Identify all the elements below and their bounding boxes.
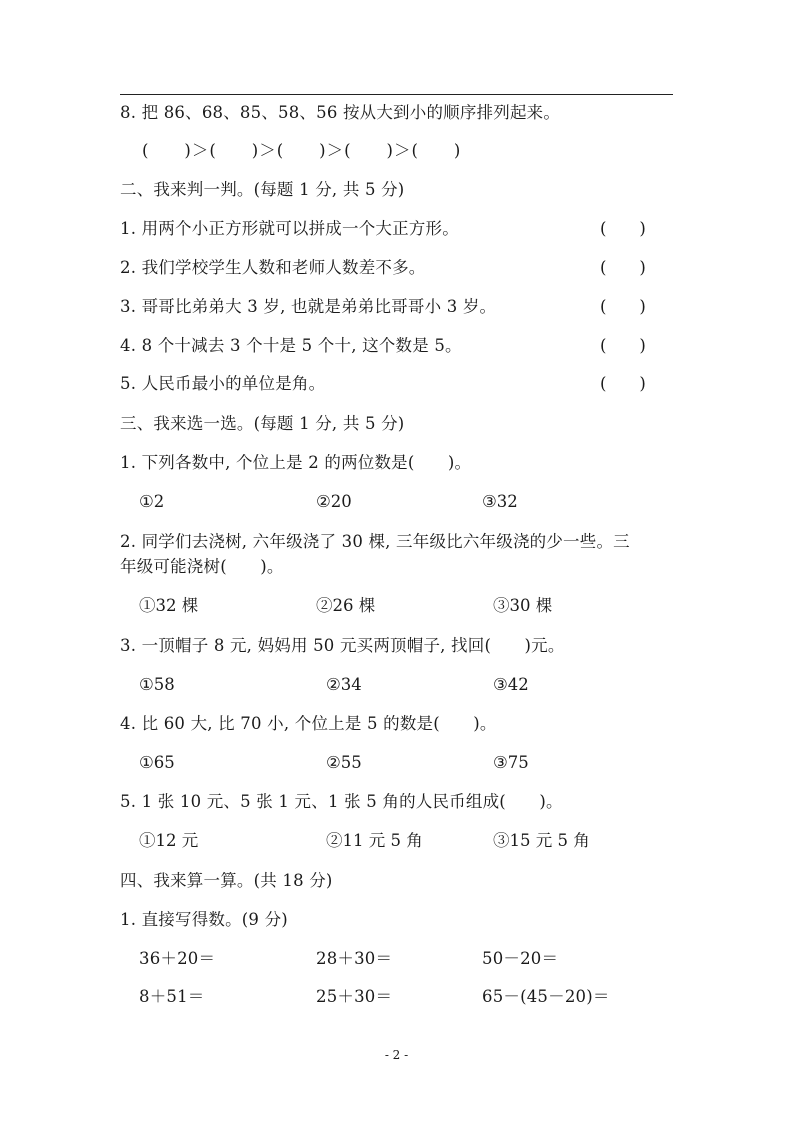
choice-q2-option-3[interactable]: ③30 棵	[493, 596, 553, 615]
header-rule	[120, 94, 673, 95]
choice-q1-option-2[interactable]: ②20	[316, 492, 352, 511]
choice-q1-option-3[interactable]: ③32	[482, 492, 518, 511]
choice-q4-option-1[interactable]: ①65	[139, 753, 175, 772]
choice-q5-option-2[interactable]: ②11 元 5 角	[326, 831, 423, 850]
choice-q1: 1. 下列各数中, 个位上是 2 的两位数是( )。	[120, 453, 472, 472]
choice-q3: 3. 一顶帽子 8 元, 妈妈用 50 元买两顶帽子, 找回( )元。	[120, 636, 565, 655]
calc-expr-4: 8＋51＝	[139, 987, 205, 1006]
q8-text: 8. 把 86、68、85、58、56 按从大到小的顺序排列起来。	[120, 103, 561, 122]
choice-q2-option-1[interactable]: ①32 棵	[139, 596, 199, 615]
judge-item-1: 1. 用两个小正方形就可以拼成一个大正方形。	[120, 219, 459, 238]
choice-q1-option-1[interactable]: ①2	[139, 492, 165, 511]
calc-sub1-title: 1. 直接写得数。(9 分)	[120, 910, 288, 929]
choice-q5-option-1[interactable]: ①12 元	[139, 831, 199, 850]
choice-q3-option-3[interactable]: ③42	[493, 675, 529, 694]
section2-title: 二、我来判一判。(每题 1 分, 共 5 分)	[120, 180, 405, 199]
choice-q5-option-3[interactable]: ③15 元 5 角	[493, 831, 590, 850]
calc-expr-6: 65－(45－20)＝	[482, 987, 610, 1006]
choice-q5: 5. 1 张 10 元、5 张 1 元、1 张 5 角的人民币组成( )。	[120, 792, 563, 811]
calc-expr-2: 28＋30＝	[316, 949, 393, 968]
choice-q4-option-3[interactable]: ③75	[493, 753, 529, 772]
judge-answer-3[interactable]: ( )	[600, 297, 646, 316]
judge-answer-4[interactable]: ( )	[600, 336, 646, 355]
calc-expr-1: 36＋20＝	[139, 949, 216, 968]
section4-title: 四、我来算一算。(共 18 分)	[120, 871, 333, 890]
choice-q4-option-2[interactable]: ②55	[326, 753, 362, 772]
calc-expr-3: 50－20＝	[482, 949, 559, 968]
choice-q2-option-2[interactable]: ②26 棵	[316, 596, 376, 615]
judge-answer-2[interactable]: ( )	[600, 258, 646, 277]
choice-q3-option-1[interactable]: ①58	[139, 675, 175, 694]
choice-q4: 4. 比 60 大, 比 70 小, 个位上是 5 的数是( )。	[120, 714, 497, 733]
calc-expr-5: 25＋30＝	[316, 987, 393, 1006]
judge-answer-5[interactable]: ( )	[600, 374, 646, 393]
judge-item-2: 2. 我们学校学生人数和老师人数差不多。	[120, 258, 426, 277]
choice-q2-line-2: 年级可能浇树( )。	[120, 557, 284, 576]
q8-order-blanks[interactable]: ( )＞( )＞( )＞( )＞( )	[142, 141, 462, 160]
judge-answer-1[interactable]: ( )	[600, 219, 646, 238]
judge-item-5: 5. 人民币最小的单位是角。	[120, 374, 326, 393]
choice-q2-line-1: 2. 同学们去浇树, 六年级浇了 30 棵, 三年级比六年级浇的少一些。三	[120, 532, 630, 551]
page-number: - 2 -	[384, 1048, 409, 1062]
choice-q3-option-2[interactable]: ②34	[326, 675, 362, 694]
judge-item-4: 4. 8 个十减去 3 个十是 5 个十, 这个数是 5。	[120, 336, 462, 355]
judge-item-3: 3. 哥哥比弟弟大 3 岁, 也就是弟弟比哥哥小 3 岁。	[120, 297, 497, 316]
section3-title: 三、我来选一选。(每题 1 分, 共 5 分)	[120, 414, 405, 433]
